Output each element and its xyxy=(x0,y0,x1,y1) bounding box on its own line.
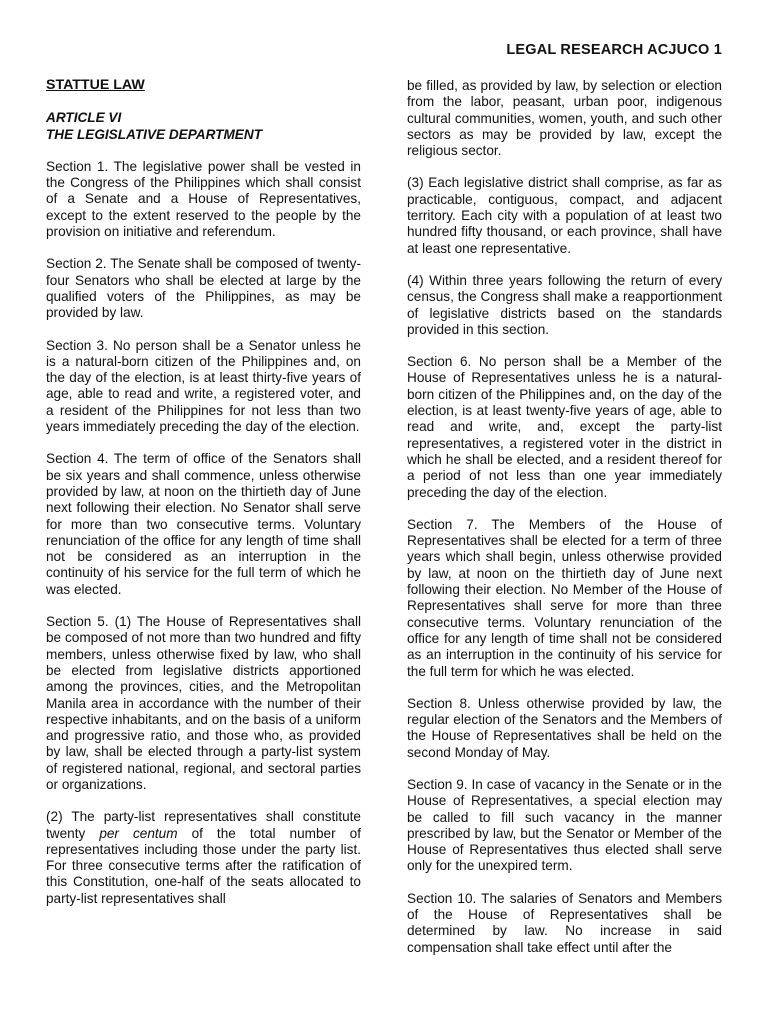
section-5-2-continued: be filled, as provided by law, by selection or election from the labor, peasant, urban poor, indigenous cultural communities, women, youth, and such other sectors as may be provided by law, except the religious sector. xyxy=(407,78,722,159)
section-5-3: (3) Each legislative district shall comprise, as far as practicable, contiguous, compact, and adjacent territory. Each city with a population of at least two hundred fifty thousand, or each province, shall have at least one representative. xyxy=(407,175,722,256)
right-column xyxy=(407,78,722,972)
document-title: STATTUE LAW xyxy=(46,77,145,93)
section-5-2 xyxy=(46,809,361,907)
section-3: Section 3. No person shall be a Senator unless he is a natural-born citizen of the Philippines and, on the day of the election, is at least thirty-five years of age, able to read and write, a registered voter, and a resident of the Philippines for not less than two years immediately preceding the day of the election. xyxy=(46,337,361,435)
section-1: Section 1. The legislative power shall be vested in the Congress of the Philippines which shall consist of a Senate and a House of Representatives, except to the extent reserved to the people by the provision on initiative and referendum. xyxy=(46,158,361,240)
section-5-2-text-a: (2) The party-list representatives shall constitute twenty xyxy=(46,809,361,841)
section-4: Section 4. The term of office of the Senators shall be six years and shall commence, unless otherwise provided by law, at noon on the thirtieth day of June next following their election. No Senator shall serve for more than two consecutive terms. Voluntary renunciation of the office for any length of time shall not be considered as an interruption in the continuity of his service for the full term of which he was elected. xyxy=(46,451,361,597)
section-9: Section 9. In case of vacancy in the Senate or in the House of Representatives, a special election may be called to fill such vacancy in the manner prescribed by law, but the Senator or Member of the House of Representatives thus elected shall serve only for the unexpired term. xyxy=(407,776,722,874)
article-title: THE LEGISLATIVE DEPARTMENT xyxy=(46,126,262,142)
section-5-1: Section 5. (1) The House of Representatives shall be composed of not more than two hundred and fifty members, unless otherwise fixed by law, who shall be elected from legislative districts apportioned among the provinces, cities, and the Metropolitan Manila area in accordance with the number of their respective inhabitants, and on the basis of a uniform and progressive ratio, and those who, as provided by law, shall be elected through a party-list system of registered national, regional, and sectoral parties or organizations. xyxy=(46,614,361,792)
section-5-4: (4) Within three years following the return of every census, the Congress shall make a reapportionment of legislative districts based on the standards provided in this section. xyxy=(407,272,722,337)
section-10: Section 10. The salaries of Senators and Members of the House of Representatives shall be determined by law. No increase in said compensation shall take effect until after the xyxy=(407,890,722,955)
article-number: ARTICLE VI xyxy=(46,110,122,126)
page-header: LEGAL RESEARCH ACJUCO 1 xyxy=(506,42,722,58)
section-5-2-text-b: of the total number of representatives including those under the party list. For three consecutive terms after the ratification of this Constitution, one-half of the seats allocated to party-list representatives shall xyxy=(46,825,361,906)
section-7: Section 7. The Members of the House of Representatives shall be elected for a term of three years which shall begin, unless otherwise provided by law, at noon on the thirtieth day of June next following their election. No Member of the House of Representatives shall serve for more than three consecutive terms. Voluntary renunciation of the office for any length of time shall not be considered as an interruption in the continuity of his service for the full term for which he was elected. xyxy=(407,516,722,679)
section-2: Section 2. The Senate shall be composed of twenty-four Senators who shall be elected at large by the qualified voters of the Philippines, as may be provided by law. xyxy=(46,256,361,321)
section-5-2-italic: per centum xyxy=(99,825,178,841)
section-6: Section 6. No person shall be a Member of the House of Representatives unless he is a natural-born citizen of the Philippines and, on the day of the election, is at least twenty-five years of age, able to read and write, and, except the party-list representatives, a registered voter in the district in which he shall be elected, and a resident thereof for a period of not less than one year immediately preceding the day of the election. xyxy=(407,354,722,500)
left-column xyxy=(46,77,361,923)
section-8: Section 8. Unless otherwise provided by law, the regular election of the Senators and the Members of the House of Representatives shall be held on the second Monday of May. xyxy=(407,695,722,760)
